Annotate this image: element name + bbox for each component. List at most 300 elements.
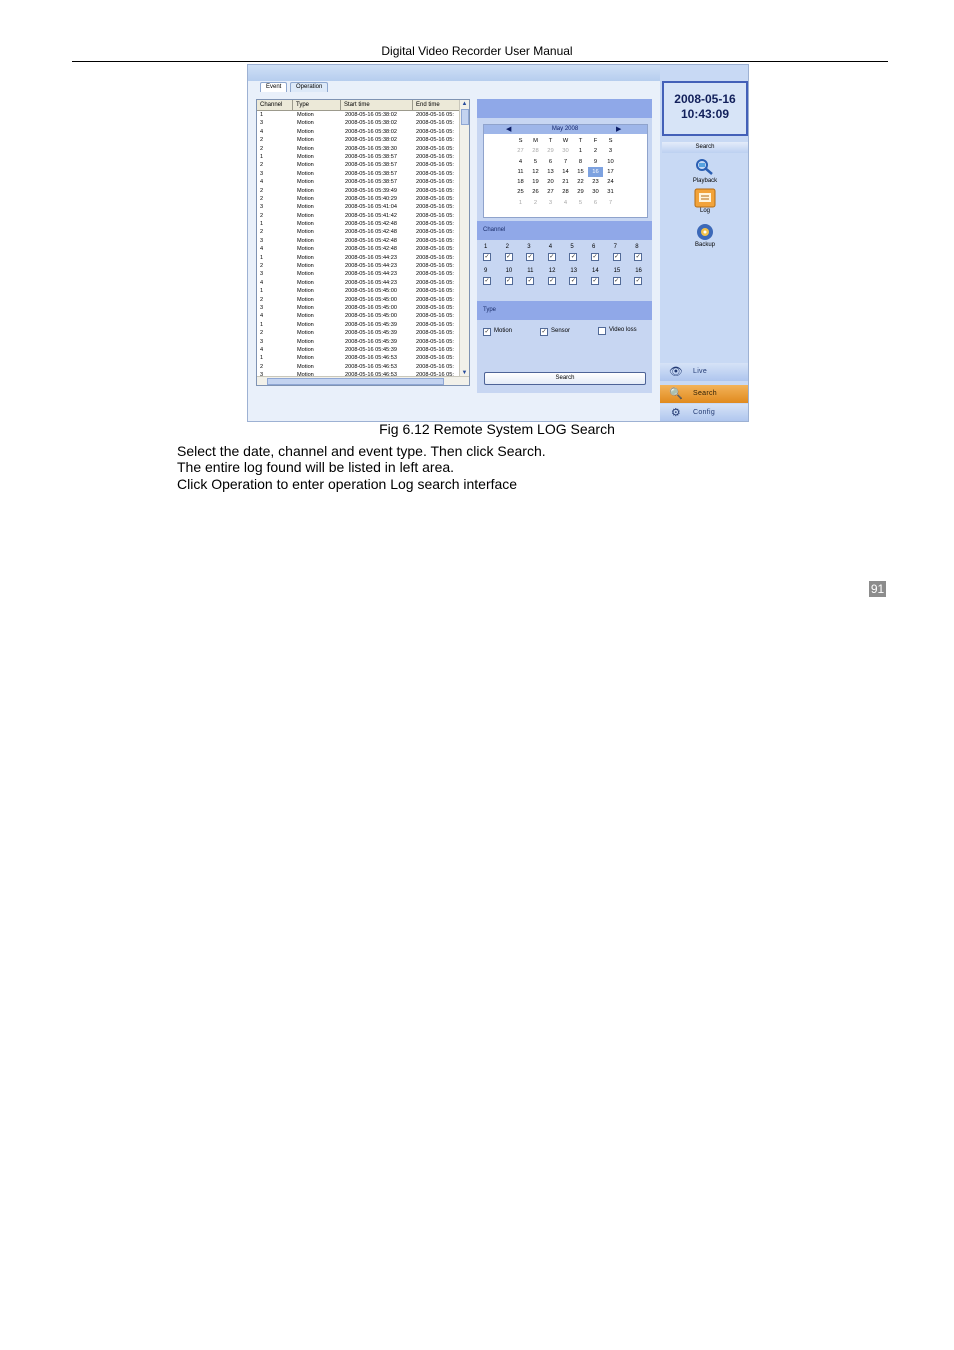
next-month-icon[interactable]: ▶ [616,126,622,133]
calendar-day[interactable]: 30 [592,189,599,196]
calendar-day[interactable]: 11 [517,168,524,175]
start-time-cell: 2008-05-16 05:45:00 [345,296,397,303]
end-time-cell: 2008-05-16 05: [416,137,454,144]
table-row[interactable] [257,153,461,161]
table-row[interactable] [257,212,461,220]
start-time-cell: 2008-05-16 05:45:00 [345,304,397,311]
type-cell: Motion [297,271,314,278]
channel-cell: 4 [260,346,264,353]
calendar-day[interactable]: 8 [578,158,583,165]
channel-cell: 1 [260,254,264,261]
end-time-cell: 2008-05-16 05: [416,179,454,186]
start-time-cell: 2008-05-16 05:42:48 [345,237,397,244]
type-cell: Motion [297,246,314,253]
search-icon: 🔍 [669,388,683,400]
start-time-cell: 2008-05-16 05:44:23 [345,279,397,286]
start-time-cell: 2008-05-16 05:41:42 [345,212,397,219]
channel-number: 5 [570,244,574,250]
end-time-cell: 2008-05-16 05: [416,313,454,320]
start-time-cell: 2008-05-16 05:38:02 [345,137,397,144]
start-time-cell: 2008-05-16 05:38:57 [345,153,397,160]
calendar-day[interactable]: 3 [608,148,613,155]
table-row[interactable] [257,354,461,362]
calendar-day[interactable]: 27 [517,148,524,155]
channel-cell: 4 [260,313,264,320]
channel-cell: 4 [260,179,264,186]
log-item[interactable] [684,188,726,214]
nav-live[interactable] [660,363,749,381]
channel-checkboxes [483,244,646,294]
table-row[interactable] [257,338,461,346]
type-cell: Motion [297,279,314,286]
channel-cell: 2 [260,212,264,219]
paragraph: Select the date, channel and event type. Then click Search. [177,443,546,459]
channel-cell: 3 [260,304,264,311]
table-row[interactable] [257,237,461,245]
calendar-day[interactable]: 17 [607,168,614,175]
backup-item[interactable] [684,222,726,248]
end-time-cell: 2008-05-16 05: [416,153,454,160]
table-row[interactable] [257,279,461,287]
end-time-cell: 2008-05-16 05: [416,128,454,135]
calendar-day[interactable]: 9 [593,158,598,165]
channel-checkbox[interactable]: ✓ [635,254,641,260]
start-time-cell: 2008-05-16 05:44:23 [345,254,397,261]
end-time-cell: 2008-05-16 05: [416,195,454,202]
calendar-day[interactable]: 29 [547,148,554,155]
log-table [256,99,470,386]
channel-checkbox[interactable]: ✓ [549,254,555,260]
type-cell: Motion [297,321,314,328]
log-label: Log [699,208,710,214]
table-row[interactable] [257,136,461,144]
type-cell: Motion [297,145,314,152]
start-time-cell: 2008-05-16 05:38:30 [345,145,397,152]
channel-cell: 1 [260,112,264,118]
end-time-cell: 2008-05-16 05: [416,304,454,311]
end-time-cell: 2008-05-16 05: [416,346,454,353]
end-time-cell: 2008-05-16 05: [416,145,454,152]
calendar-day[interactable]: 15 [577,168,584,175]
weekday-label: T [548,138,553,144]
end-time-cell: 2008-05-16 05: [416,229,454,236]
start-time-cell: 2008-05-16 05:45:39 [345,346,397,353]
backup-label: Backup [694,242,715,248]
start-time-cell: 2008-05-16 05:45:39 [345,330,397,337]
channel-number: 12 [548,268,556,274]
channel-checkbox[interactable]: ✓ [614,254,620,260]
vertical-scrollbar[interactable] [459,100,469,377]
nav-config-label: Config [693,409,716,416]
end-time-cell: 2008-05-16 05: [416,271,454,278]
calendar-day[interactable]: 2 [533,199,538,206]
eye-icon: 👁 [668,366,684,378]
panel-top-band [477,99,652,118]
calendar-header [484,125,647,134]
channel-number: 13 [570,268,578,274]
weekday-label: F [593,138,598,144]
calendar-day[interactable]: 7 [563,158,568,165]
channel-number: 9 [484,268,488,274]
channel-number: 14 [592,268,599,274]
channel-checkbox[interactable]: ✓ [484,254,490,260]
channel-checkbox[interactable]: ✓ [570,254,576,260]
channel-cell: 1 [260,355,264,362]
playback-label: Playback [692,178,718,184]
search-button[interactable]: Search [484,372,646,385]
table-body [257,111,461,380]
table-row[interactable] [257,128,461,136]
table-row[interactable] [257,321,461,329]
calendar-day[interactable]: 29 [577,189,584,196]
page-number: 91 [870,582,885,596]
nav-live-label: Live [693,368,708,375]
channel-cell: 2 [260,330,264,337]
table-row[interactable] [257,329,461,337]
channel-cell: 3 [260,204,264,211]
channel-cell: 1 [260,221,264,228]
channel-cell: 2 [260,145,264,152]
channel-cell: 3 [260,237,264,244]
end-time-cell: 2008-05-16 05: [416,221,454,228]
end-time-cell: 2008-05-16 05: [416,237,454,244]
hscroll-thumb[interactable] [267,378,444,385]
type-cell: Motion [297,304,314,311]
channel-cell: 3 [260,120,264,127]
header-rule [72,61,888,62]
calendar-day[interactable]: 28 [562,189,569,196]
table-row[interactable] [257,111,461,119]
channel-number: 6 [592,244,596,250]
video-loss-checkbox[interactable] [598,327,606,335]
start-time-cell: 2008-05-16 05:46:53 [345,363,397,370]
end-time-cell: 2008-05-16 05: [416,321,454,328]
start-time-cell: 2008-05-16 05:38:02 [345,112,397,118]
start-time-cell: 2008-05-16 05:45:00 [345,288,397,295]
table-row[interactable] [257,262,461,270]
channel-cell: 2 [260,229,264,236]
calendar-day[interactable]: 28 [532,148,539,155]
calendar-day[interactable]: 21 [562,179,569,186]
weekday-label: T [578,138,583,144]
motion-checkbox[interactable]: ✓ [484,329,490,335]
title-strip [248,65,660,81]
type-cell: Motion [297,153,314,160]
table-header [257,100,461,111]
channel-cell: 2 [260,137,264,144]
channel-cell: 3 [260,170,264,177]
channel-number: 8 [635,244,639,250]
channel-checkbox[interactable]: ✓ [484,278,490,284]
channel-header: Channel [477,221,652,240]
calendar-day[interactable]: 2 [593,148,598,155]
nav-search[interactable] [660,385,749,403]
type-cell: Motion [297,204,314,211]
start-time-cell: 2008-05-16 05:38:02 [345,120,397,127]
channel-cell: 2 [260,363,264,370]
end-time-cell: 2008-05-16 05: [416,120,454,127]
type-cell: Motion [297,112,314,118]
calendar [483,124,648,218]
calendar-day[interactable]: 14 [562,168,569,175]
start-time-cell: 2008-05-16 05:38:57 [345,170,397,177]
start-time-cell: 2008-05-16 05:45:39 [345,321,397,328]
gear-icon: ⚙ [670,407,682,419]
type-cell: Motion [297,338,314,345]
channel-number: 4 [548,244,553,250]
calendar-day[interactable]: 25 [517,189,524,196]
calendar-month: May 2008 [551,126,579,132]
nav-config[interactable] [660,404,749,422]
start-time-cell: 2008-05-16 05:42:48 [345,221,397,228]
channel-number: 7 [613,244,617,250]
search-bar [477,367,652,393]
table-row[interactable] [257,287,461,295]
end-time-cell: 2008-05-16 05: [416,162,454,169]
channel-number: 15 [613,268,621,274]
right-sidebar [660,65,749,422]
calendar-day[interactable]: 23 [592,179,599,186]
end-time-cell: 2008-05-16 05: [416,355,454,362]
table-row[interactable] [257,203,461,211]
prev-month-icon[interactable]: ◀ [506,126,512,133]
calendar-day[interactable]: 5 [533,158,538,165]
end-time-cell: 2008-05-16 05: [416,296,454,303]
calendar-day[interactable]: 10 [607,158,614,165]
type-options [483,325,646,345]
end-time-cell: 2008-05-16 05: [416,254,454,261]
col-channel[interactable]: Channel [257,100,293,110]
current-date: 2008-05-16 [674,92,736,106]
video-loss-label: Video loss [609,327,637,333]
weekday-label: M [533,138,538,144]
calendar-day[interactable]: 24 [607,179,614,186]
calendar-day[interactable]: 1 [518,199,523,206]
end-time-cell: 2008-05-16 05: [416,212,454,219]
channel-cell: 4 [260,279,264,286]
end-time-cell: 2008-05-16 05: [416,187,454,194]
col-start-time[interactable]: Start time [341,100,413,110]
table-row[interactable] [257,296,461,304]
calendar-day[interactable]: 5 [578,199,583,206]
calendar-day[interactable]: 18 [517,179,524,186]
table-row[interactable] [257,304,461,312]
search-criteria-panel [477,99,652,367]
start-time-cell: 2008-05-16 05:39:49 [345,187,397,194]
horizontal-scrollbar[interactable] [257,376,470,385]
paragraph: The entire log found will be listed in left area. [177,459,455,475]
table-row[interactable] [257,170,461,178]
channel-cell: 4 [260,128,264,135]
channel-cell: 2 [260,162,264,169]
type-cell: Motion [297,330,314,337]
table-row[interactable] [257,254,461,262]
calendar-day[interactable]: 31 [607,189,614,196]
channel-checkbox[interactable]: ✓ [592,278,598,284]
end-time-cell: 2008-05-16 05: [416,204,454,211]
channel-cell: 1 [260,321,264,328]
type-cell: Motion [297,313,314,320]
channel-number: 10 [505,268,513,274]
table-row[interactable] [257,178,461,186]
channel-checkbox[interactable]: ✓ [592,254,598,260]
type-cell: Motion [297,263,314,270]
start-time-cell: 2008-05-16 05:45:39 [345,338,397,345]
calendar-day[interactable]: 4 [563,199,568,206]
type-cell: Motion [297,170,314,177]
start-time-cell: 2008-05-16 05:38:02 [345,128,397,135]
channel-checkbox[interactable]: ✓ [614,278,620,284]
end-time-cell: 2008-05-16 05: [416,338,454,345]
type-cell: Motion [297,229,314,236]
calendar-day[interactable]: 6 [548,158,553,165]
type-cell: Motion [297,120,314,127]
type-cell: Motion [297,296,314,303]
end-time-cell: 2008-05-16 05: [416,263,454,270]
calendar-day[interactable]: 3 [548,199,553,206]
end-time-cell: 2008-05-16 05: [416,363,454,370]
table-row[interactable] [257,220,461,228]
end-time-cell: 2008-05-16 05: [416,246,454,253]
motion-label: Motion [494,328,513,334]
calendar-day[interactable]: 19 [532,179,539,186]
weekday-label: S [518,138,523,144]
type-cell: Motion [297,195,314,202]
channel-checkbox[interactable]: ✓ [527,278,533,284]
calendar-day[interactable]: 27 [547,189,554,196]
table-row[interactable] [257,187,461,195]
type-cell: Motion [297,254,314,261]
calendar-day[interactable]: 16 [588,167,603,177]
playback-icon [694,158,716,178]
start-time-cell: 2008-05-16 05:46:53 [345,355,397,362]
tab-operation[interactable]: Operation [290,82,328,92]
channel-checkbox[interactable]: ✓ [527,254,533,260]
datetime-display [662,81,748,136]
start-time-cell: 2008-05-16 05:44:23 [345,263,397,270]
type-cell: Motion [297,355,314,362]
channel-cell: 2 [260,187,264,194]
table-row[interactable] [257,312,461,320]
calendar-day[interactable]: 12 [532,168,539,175]
nav-search-label: Search [693,390,717,397]
channel-number: 1 [484,244,488,250]
calendar-day[interactable]: 13 [547,168,554,175]
end-time-cell: 2008-05-16 05: [416,330,454,337]
channel-checkbox[interactable]: ✓ [506,254,512,260]
col-end-time[interactable]: End time [413,100,461,110]
table-row[interactable] [257,270,461,278]
channel-cell: 2 [260,195,264,202]
end-time-cell: 2008-05-16 05: [416,170,454,177]
calendar-day[interactable]: 6 [593,199,598,206]
end-time-cell: 2008-05-16 05: [416,288,454,295]
table-row[interactable] [257,228,461,236]
calendar-grid [513,136,618,208]
channel-cell: 2 [260,263,264,270]
channel-cell: 1 [260,153,264,160]
channel-checkbox[interactable]: ✓ [570,278,576,284]
channel-cell: 4 [260,246,264,253]
table-row[interactable] [257,161,461,169]
calendar-day[interactable]: 20 [547,179,554,186]
calendar-day[interactable]: 30 [562,148,569,155]
page-header: Digital Video Recorder User Manual [381,44,573,58]
table-row[interactable] [257,195,461,203]
sensor-checkbox[interactable]: ✓ [541,329,547,335]
scroll-thumb[interactable] [461,109,469,125]
channel-cell: 3 [260,271,264,278]
channel-checkbox[interactable]: ✓ [506,278,512,284]
end-time-cell: 2008-05-16 05: [416,112,454,118]
backup-icon [694,222,716,242]
playback-item[interactable] [684,158,726,184]
calendar-day[interactable]: 22 [577,179,584,186]
calendar-day[interactable]: 4 [518,158,523,165]
channel-number: 16 [635,268,642,274]
table-row[interactable] [257,363,461,371]
start-time-cell: 2008-05-16 05:42:48 [345,229,397,236]
calendar-day[interactable]: 7 [608,199,613,206]
type-cell: Motion [297,187,314,194]
start-time-cell: 2008-05-16 05:38:57 [345,179,397,186]
channel-number: 11 [527,268,534,274]
current-time: 10:43:09 [680,107,730,121]
start-time-cell: 2008-05-16 05:38:57 [345,162,397,169]
scroll-up-icon[interactable]: ▲ [461,101,468,107]
type-cell: Motion [297,346,314,353]
paragraph: Click Operation to enter operation Log search interface [177,476,518,492]
figure-caption: Fig 6.12 Remote System LOG Search [379,421,615,437]
sensor-label: Sensor [551,328,571,334]
calendar-day[interactable]: 1 [578,148,583,155]
dvr-screenshot [247,64,749,422]
search-section-header[interactable]: Search [662,142,748,153]
channel-cell: 1 [260,288,264,295]
type-cell: Motion [297,212,314,219]
type-cell: Motion [297,363,314,370]
channel-cell: 2 [260,296,264,303]
type-cell: Motion [297,237,314,244]
channel-checkbox[interactable]: ✓ [635,278,641,284]
channel-cell: 3 [260,338,264,345]
table-row[interactable] [257,145,461,153]
weekday-label: W [562,138,569,144]
table-row[interactable] [257,245,461,253]
start-time-cell: 2008-05-16 05:41:04 [345,204,397,211]
table-row[interactable] [257,119,461,127]
start-time-cell: 2008-05-16 05:40:29 [345,195,397,202]
type-cell: Motion [297,128,314,135]
type-header: Type [477,301,652,320]
calendar-day[interactable]: 26 [532,189,539,196]
channel-number: 3 [527,244,531,250]
type-cell: Motion [297,179,314,186]
channel-number: 2 [505,244,509,250]
type-cell: Motion [297,288,314,295]
scroll-down-icon[interactable]: ▼ [461,370,468,376]
end-time-cell: 2008-05-16 05: [416,279,454,286]
weekday-label: S [608,138,613,144]
tab-event[interactable]: Event [260,82,287,92]
type-cell: Motion [297,162,314,169]
channel-checkbox[interactable]: ✓ [549,278,555,284]
log-icon [694,188,716,208]
start-time-cell: 2008-05-16 05:44:23 [345,271,397,278]
table-row[interactable] [257,346,461,354]
col-type[interactable]: Type [293,100,341,110]
start-time-cell: 2008-05-16 05:42:48 [345,246,397,253]
